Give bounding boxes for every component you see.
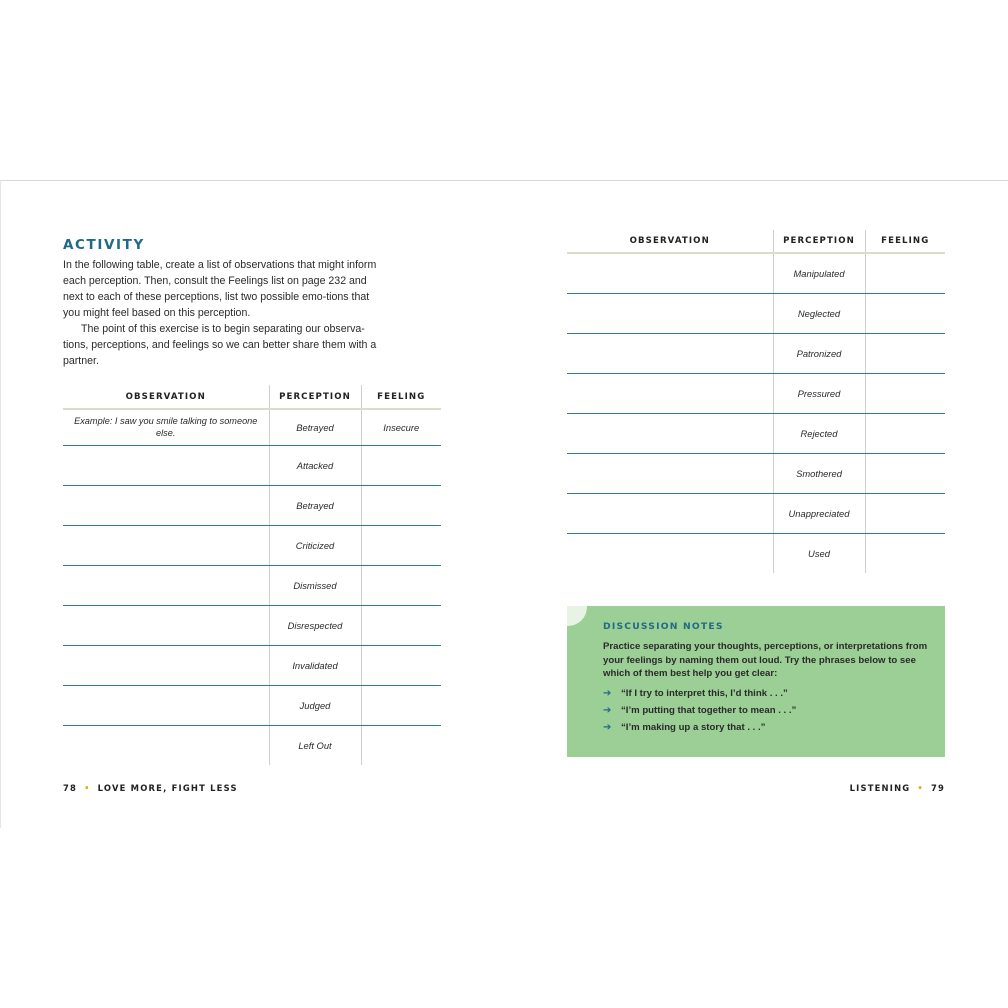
table-row xyxy=(63,565,441,605)
perception-cell: Attacked xyxy=(269,445,361,485)
observation-cell[interactable] xyxy=(567,333,773,373)
table-row xyxy=(567,293,945,333)
table-row xyxy=(567,413,945,453)
observation-cell[interactable] xyxy=(63,565,269,605)
perception-cell: Neglected xyxy=(773,293,865,333)
observation-cell[interactable] xyxy=(567,493,773,533)
list-item xyxy=(603,702,923,719)
perception-table-left xyxy=(63,385,441,765)
feeling-cell[interactable] xyxy=(361,725,441,765)
feeling-cell[interactable] xyxy=(361,445,441,485)
header-feeling: FEELING xyxy=(361,385,441,409)
observation-cell[interactable] xyxy=(567,373,773,413)
table-row xyxy=(63,485,441,525)
table-row xyxy=(63,525,441,565)
header-observation: OBSERVATION xyxy=(63,385,269,409)
perception-cell: Rejected xyxy=(773,413,865,453)
perception-cell: Unappreciated xyxy=(773,493,865,533)
arrow-right-icon: ➔ xyxy=(603,722,612,733)
observation-cell[interactable] xyxy=(63,605,269,645)
perception-cell: Used xyxy=(773,533,865,573)
arrow-right-icon: ➔ xyxy=(603,688,612,699)
observation-cell[interactable] xyxy=(63,525,269,565)
footer-right xyxy=(850,783,945,793)
footer-dot-icon: • xyxy=(84,783,91,793)
feeling-cell[interactable] xyxy=(865,453,945,493)
feeling-cell[interactable] xyxy=(361,685,441,725)
observation-cell[interactable] xyxy=(567,533,773,573)
feeling-cell[interactable] xyxy=(361,525,441,565)
discussion-notes-title: DISCUSSION NOTES xyxy=(603,621,724,632)
perception-cell: Patronized xyxy=(773,333,865,373)
activity-heading: ACTIVITY xyxy=(63,237,145,253)
book-title: LOVE MORE, FIGHT LESS xyxy=(97,783,238,793)
chapter-title: LISTENING xyxy=(849,783,911,793)
table-row xyxy=(567,333,945,373)
table-row xyxy=(63,685,441,725)
discussion-notes-box xyxy=(567,606,945,757)
phrase-list xyxy=(603,685,923,736)
observation-cell[interactable] xyxy=(567,253,773,293)
perception-cell: Smothered xyxy=(773,453,865,493)
list-item xyxy=(603,719,923,736)
page-number: 78 xyxy=(63,783,78,793)
table-row xyxy=(567,493,945,533)
table-row xyxy=(567,253,945,293)
table-row xyxy=(63,445,441,485)
observation-cell[interactable] xyxy=(567,293,773,333)
phrase-text: “I’m making up a story that . . .” xyxy=(621,722,766,733)
intro-paragraph-1: In the following table, create a list of observations that might inform each perception. Then, consult the Feelings list on page 232 and next to each of these perceptions, list two possible emo-tions that you might feel based on this perception. xyxy=(63,259,377,319)
table-row xyxy=(63,645,441,685)
perception-cell: Invalidated xyxy=(269,645,361,685)
phrase-text: “I’m putting that together to mean . . .” xyxy=(621,705,797,716)
corner-circle-decoration xyxy=(567,606,587,626)
observation-cell[interactable] xyxy=(567,413,773,453)
observation-cell[interactable] xyxy=(63,485,269,525)
perception-cell: Criticized xyxy=(269,525,361,565)
table-row xyxy=(567,373,945,413)
feeling-cell[interactable] xyxy=(361,605,441,645)
table-row xyxy=(567,453,945,493)
table-row xyxy=(63,605,441,645)
feeling-cell: Insecure xyxy=(361,409,441,445)
feeling-cell[interactable] xyxy=(865,253,945,293)
perception-cell: Disrespected xyxy=(269,605,361,645)
feeling-cell[interactable] xyxy=(865,533,945,573)
left-page xyxy=(0,181,504,829)
feeling-cell[interactable] xyxy=(865,293,945,333)
table-row xyxy=(63,409,441,445)
perception-cell: Pressured xyxy=(773,373,865,413)
feeling-cell[interactable] xyxy=(865,493,945,533)
footer-dot-icon: • xyxy=(917,783,924,793)
phrase-text: “If I try to interpret this, I’d think . . .” xyxy=(621,688,788,699)
header-perception: PERCEPTION xyxy=(773,230,865,253)
observation-cell: Example: I saw you smile talking to someone else. xyxy=(63,409,269,445)
list-item xyxy=(603,685,923,702)
page-number: 79 xyxy=(930,783,945,793)
right-page xyxy=(504,181,1008,829)
table-row xyxy=(567,533,945,573)
header-feeling: FEELING xyxy=(865,230,945,253)
observation-cell[interactable] xyxy=(63,685,269,725)
perception-cell: Left Out xyxy=(269,725,361,765)
feeling-cell[interactable] xyxy=(865,413,945,453)
perception-cell: Judged xyxy=(269,685,361,725)
perception-cell: Betrayed xyxy=(269,409,361,445)
table-row xyxy=(63,725,441,765)
perception-cell: Dismissed xyxy=(269,565,361,605)
book-spread xyxy=(0,180,1008,829)
page-edge xyxy=(0,180,1,828)
discussion-notes-body: Practice separating your thoughts, perceptions, or interpretations from your feelings by naming them out loud. Try the phrases below to see which of them best help you get clear: xyxy=(603,641,928,680)
footer-left xyxy=(63,783,238,793)
header-perception: PERCEPTION xyxy=(269,385,361,409)
perception-table-right xyxy=(567,230,945,573)
observation-cell[interactable] xyxy=(63,645,269,685)
observation-cell[interactable] xyxy=(63,725,269,765)
feeling-cell[interactable] xyxy=(865,373,945,413)
observation-cell[interactable] xyxy=(567,453,773,493)
feeling-cell[interactable] xyxy=(361,565,441,605)
feeling-cell[interactable] xyxy=(361,645,441,685)
perception-cell: Manipulated xyxy=(773,253,865,293)
intro-paragraph-2: The point of this exercise is to begin separating our observa-tions, perceptions, and feelings so we can better share them with a partner. xyxy=(63,323,377,367)
activity-intro xyxy=(63,257,389,369)
feeling-cell[interactable] xyxy=(865,333,945,373)
feeling-cell[interactable] xyxy=(361,485,441,525)
header-observation: OBSERVATION xyxy=(567,230,773,253)
observation-cell[interactable] xyxy=(63,445,269,485)
perception-cell: Betrayed xyxy=(269,485,361,525)
arrow-right-icon: ➔ xyxy=(603,705,612,716)
